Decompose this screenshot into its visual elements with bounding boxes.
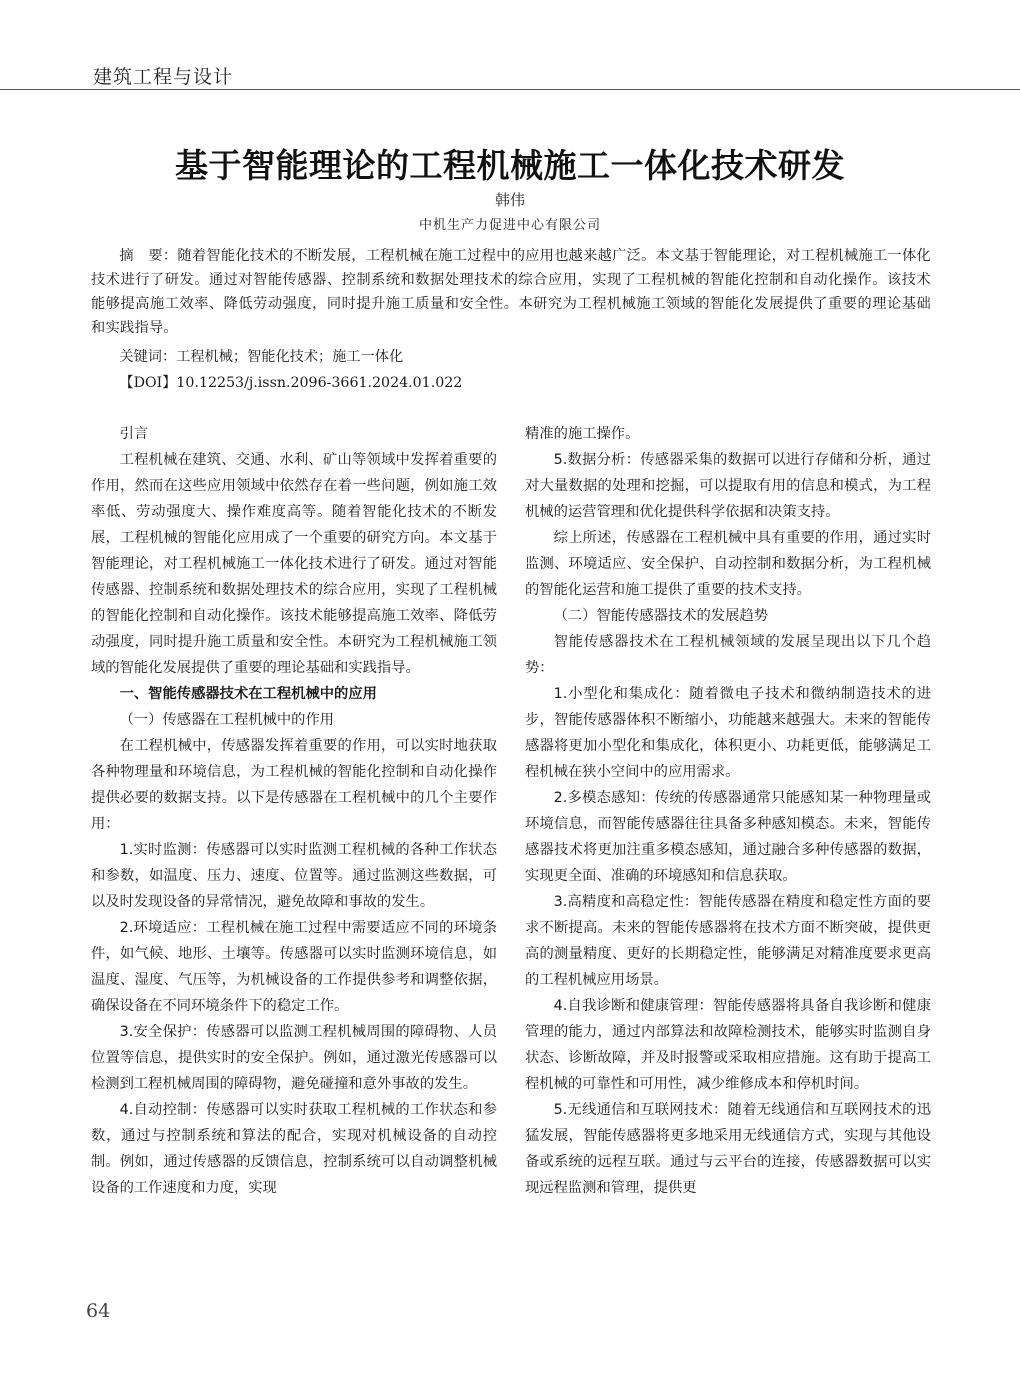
paragraph: 4.自动控制：传感器可以实时获取工程机械的工作状态和参数，通过与控制系统和算法的配合，实现对机械设备的自动控制。例如，通过传感器的反馈信息，控制系统可以自动调整机械设备的工作速度和力度，实现: [91, 1102, 497, 1196]
paragraph: 3.高精度和高稳定性：智能传感器在精度和稳定性方面的要求不断提高。未来的智能传感器将在技术方面不断突破，提供更高的测量精度、更好的长期稳定性，能够满足对精准度要求更高的工程机械应用场景。: [525, 894, 931, 988]
paragraph-continued: 精准的施工操作。: [525, 426, 640, 442]
section-heading: 引言: [119, 426, 149, 442]
section-heading: 一、智能传感器技术在工程机械中的应用: [119, 686, 377, 702]
abstract: [91, 244, 931, 340]
page-number: 64: [86, 1300, 111, 1322]
paragraph: 2.环境适应：工程机械在施工过程中需要适应不同的环境条件，如气候、地形、土壤等。传感器可以实时监测环境信息，如温度、湿度、气压等，为机械设备的工作提供参考和调整依据，确保设备在不同环境条件下的稳定工作。: [91, 920, 497, 1014]
article-title: 基于智能理论的工程机械施工一体化技术研发: [175, 146, 845, 185]
paragraph: 5.无线通信和互联网技术：随着无线通信和互联网技术的迅猛发展，智能传感器将更多地采用无线通信方式，实现与其他设备或系统的远程互联。通过与云平台的连接，传感器数据可以实现远程监测和管理，提供更: [525, 1102, 931, 1196]
paragraph: 智能传感器技术在工程机械领域的发展呈现出以下几个趋势：: [525, 634, 931, 676]
keywords-label: 关键词：: [119, 349, 177, 365]
keywords: [91, 346, 931, 366]
left-column: [91, 421, 497, 1201]
right-column: [525, 421, 931, 1201]
paragraph: 2.多模态感知：传统的传感器通常只能感知某一种物理量或环境信息，而智能传感器往往具备多种感知模态。未来，智能传感器技术将更加注重多模态感知，通过融合多种传感器的数据，实现更全面、准确的环境感知和信息获取。: [525, 790, 931, 884]
paragraph: 1.实时监测：传感器可以实时监测工程机械的各种工作状态和参数，如温度、压力、速度、位置等。通过监测这些数据，可以及时发现设备的异常情况，避免故障和事故的发生。: [91, 842, 497, 910]
paragraph: 在工程机械中，传感器发挥着重要的作用，可以实时地获取各种物理量和环境信息，为工程机械的智能化控制和自动化操作提供必要的数据支持。以下是传感器在工程机械中的几个主要作用：: [91, 738, 497, 832]
abstract-text: 随着智能化技术的不断发展，工程机械在施工过程中的应用也越来越广泛。本文基于智能理论，对工程机械施工一体化技术进行了研发。通过对智能传感器、控制系统和数据处理技术的综合应用，实现了工程机械的智能化控制和自动化操作。该技术能够提高施工效率、降低劳动强度，同时提升施工质量和安全性。本研究为工程机械施工领域的智能化发展提供了重要的理论基础和实践指导。: [91, 248, 932, 336]
paragraph: 工程机械在建筑、交通、水利、矿山等领域中发挥着重要的作用，然而在这些应用领域中依然存在着一些问题，例如施工效率低、劳动强度大、操作难度高等。随着智能化技术的不断发展，工程机械的智能化应用成了一个重要的研究方向。本文基于智能理论，对工程机械施工一体化技术进行了研发。通过对智能传感器、控制系统和数据处理技术的综合应用，实现了工程机械的智能化控制和自动化操作。该技术能够提高施工效率、降低劳动强度，同时提升施工质量和安全性。本研究为工程机械施工领域的智能化发展提供了重要的理论基础和实践指导。: [91, 452, 497, 676]
affiliation: 中机生产力促进中心有限公司: [418, 218, 601, 233]
subsection-heading: （一）传感器在工程机械中的作用: [119, 712, 335, 728]
paragraph: 4.自我诊断和健康管理：智能传感器将具备自我诊断和健康管理的能力，通过内部算法和故障检测技术，能够实时监测自身状态、诊断故障，并及时报警或采取相应措施。这有助于提高工程机械的可靠性和可用性，减少维修成本和停机时间。: [525, 998, 931, 1092]
paragraph: 1.小型化和集成化：随着微电子技术和微纳制造技术的进步，智能传感器体积不断缩小，功能越来越强大。未来的智能传感器将更加小型化和集成化，体积更小、功耗更低，能够满足工程机械在狭小空间中的应用需求。: [525, 686, 931, 780]
running-header: [0, 58, 1020, 90]
paragraph: 综上所述，传感器在工程机械中具有重要的作用，通过实时监测、环境适应、安全保护、自动控制和数据分析，为工程机械的智能化运营和施工提供了重要的技术支持。: [525, 530, 931, 598]
journal-name: 建筑工程与设计: [93, 66, 234, 88]
doi: 【DOI】10.12253/j.issn.2096-3661.2024.01.022: [119, 375, 463, 391]
keywords-text: 工程机械；智能化技术；施工一体化: [176, 349, 404, 365]
header-rule: [0, 89, 1020, 90]
author: 韩伟: [494, 191, 525, 209]
subsection-heading: （二）智能传感器技术的发展趋势: [553, 608, 769, 624]
paragraph: 3.安全保护：传感器可以监测工程机械周围的障碍物、人员位置等信息，提供实时的安全保护。例如，通过激光传感器可以检测到工程机械周围的障碍物，避免碰撞和意外事故的发生。: [91, 1024, 497, 1092]
abstract-label: 摘 要：: [119, 248, 178, 264]
paragraph: 5.数据分析：传感器采集的数据可以进行存储和分析，通过对大量数据的处理和挖掘，可以提取有用的信息和模式，为工程机械的运营管理和优化提供科学依据和决策支持。: [525, 452, 931, 520]
